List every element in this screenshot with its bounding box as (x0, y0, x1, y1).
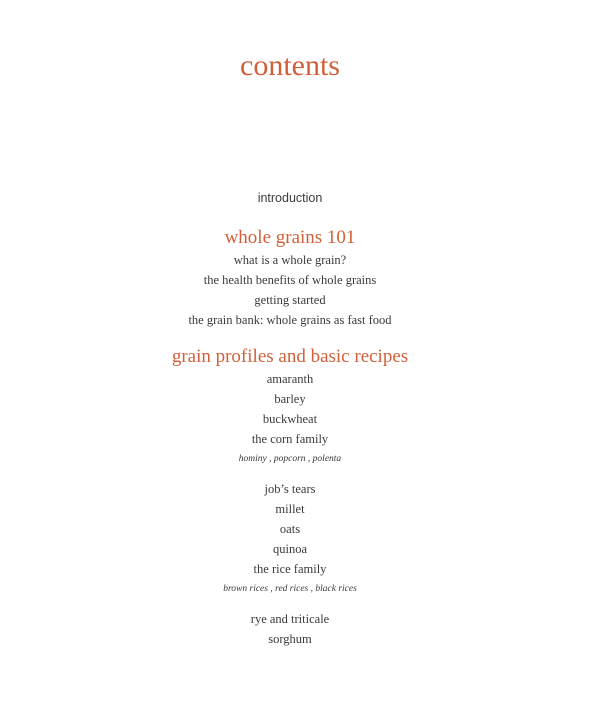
toc-entry[interactable]: buckwheat (262, 412, 318, 426)
section-title[interactable]: grain profiles and basic recipes (171, 346, 409, 367)
page-title: contents (240, 49, 340, 82)
toc-entry[interactable]: the health benefits of whole grains (203, 273, 377, 287)
toc-entry[interactable]: millet (275, 502, 305, 516)
section-whole-grains-101 (0, 226, 580, 330)
toc-entry[interactable]: getting started (254, 293, 326, 307)
toc-entry[interactable]: the corn family (251, 432, 329, 446)
spacer (0, 599, 580, 609)
toc-entry[interactable]: barley (274, 392, 306, 406)
toc-entry[interactable]: oats (279, 522, 301, 536)
toc-entry[interactable]: the grain bank: whole grains as fast food (188, 313, 392, 327)
toc-subentry[interactable]: hominy , popcorn , polenta (238, 454, 342, 464)
toc-entry[interactable]: job’s tears (264, 482, 316, 496)
toc-entry[interactable]: sorghum (268, 632, 312, 646)
toc-subentry[interactable]: brown rices , red rices , black rices (223, 584, 357, 594)
toc-entry[interactable]: the rice family (253, 562, 327, 576)
toc-entry[interactable]: what is a whole grain? (233, 253, 347, 267)
toc-entry[interactable]: rye and triticale (250, 612, 330, 626)
toc-entry[interactable]: quinoa (272, 542, 308, 556)
toc-entry[interactable]: amaranth (266, 372, 314, 386)
section-title[interactable]: whole grains 101 (224, 227, 356, 248)
section-grain-profiles (0, 345, 580, 649)
spacer (0, 469, 580, 479)
toc-entry-introduction[interactable]: introduction (257, 191, 323, 205)
